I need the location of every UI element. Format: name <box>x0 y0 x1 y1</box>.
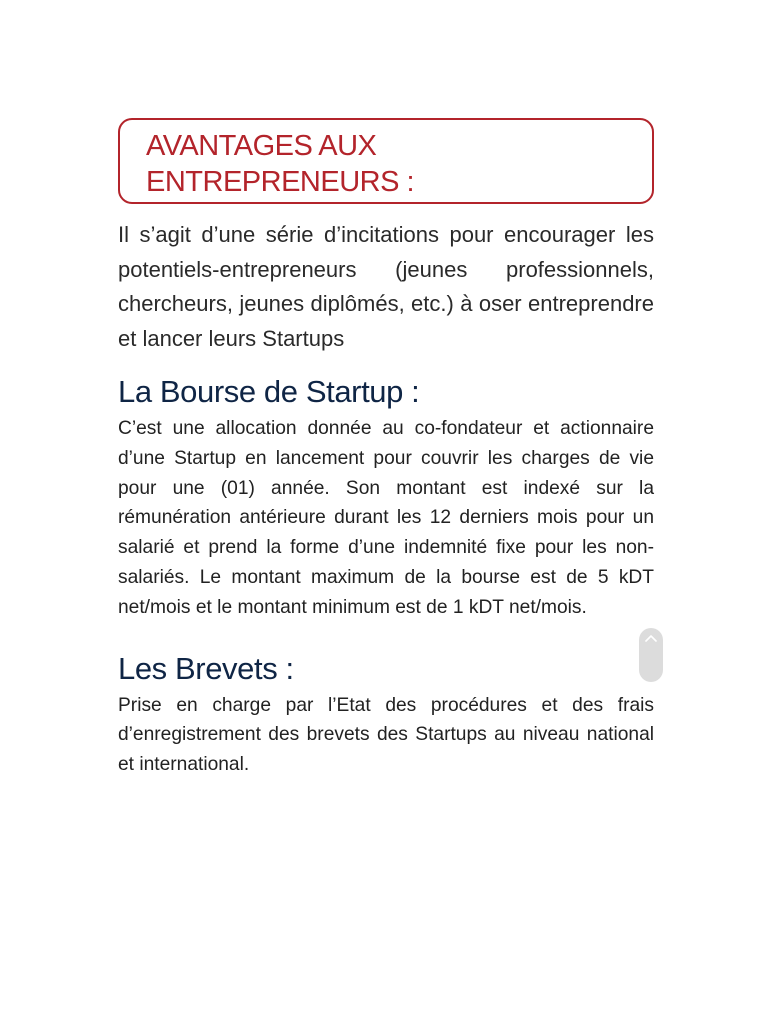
document-page <box>118 118 654 780</box>
chevron-up-icon <box>645 634 657 642</box>
intro-paragraph: Il s’agit d’une série d’incitations pour encourager les potentiels-entrepreneurs (jeunes professionnels, chercheurs, jeunes diplômés, etc.) à oser entreprendre et lancer leurs Startups <box>118 222 654 351</box>
title-box <box>118 118 654 204</box>
page-title: AVANTAGES AUX ENTREPRENEURS : <box>146 130 415 198</box>
section-text-brevets: Prise en charge par l’Etat des procédures et des frais d’enregistrement des brevets des Startups au niveau national et international. <box>118 694 654 776</box>
section-heading-bourse: La Bourse de Startup : <box>118 374 420 409</box>
section-text-bourse: C’est une allocation donnée au co-fondateur et actionnaire d’une Startup en lancement pour couvrir les charges de vie pour une (01) année. Son montant est indexé sur la rémunération antérieure durant les 12 derniers mois pour un salarié et prend la forme d’une indemnité fixe pour les non-salariés. Le montant maximum de la bourse est de 5 kDT net/mois et le montant minimum est de 1 kDT net/mois. <box>118 418 654 618</box>
scroll-to-top-button[interactable] <box>639 628 663 682</box>
section-heading-brevets: Les Brevets : <box>118 650 294 686</box>
